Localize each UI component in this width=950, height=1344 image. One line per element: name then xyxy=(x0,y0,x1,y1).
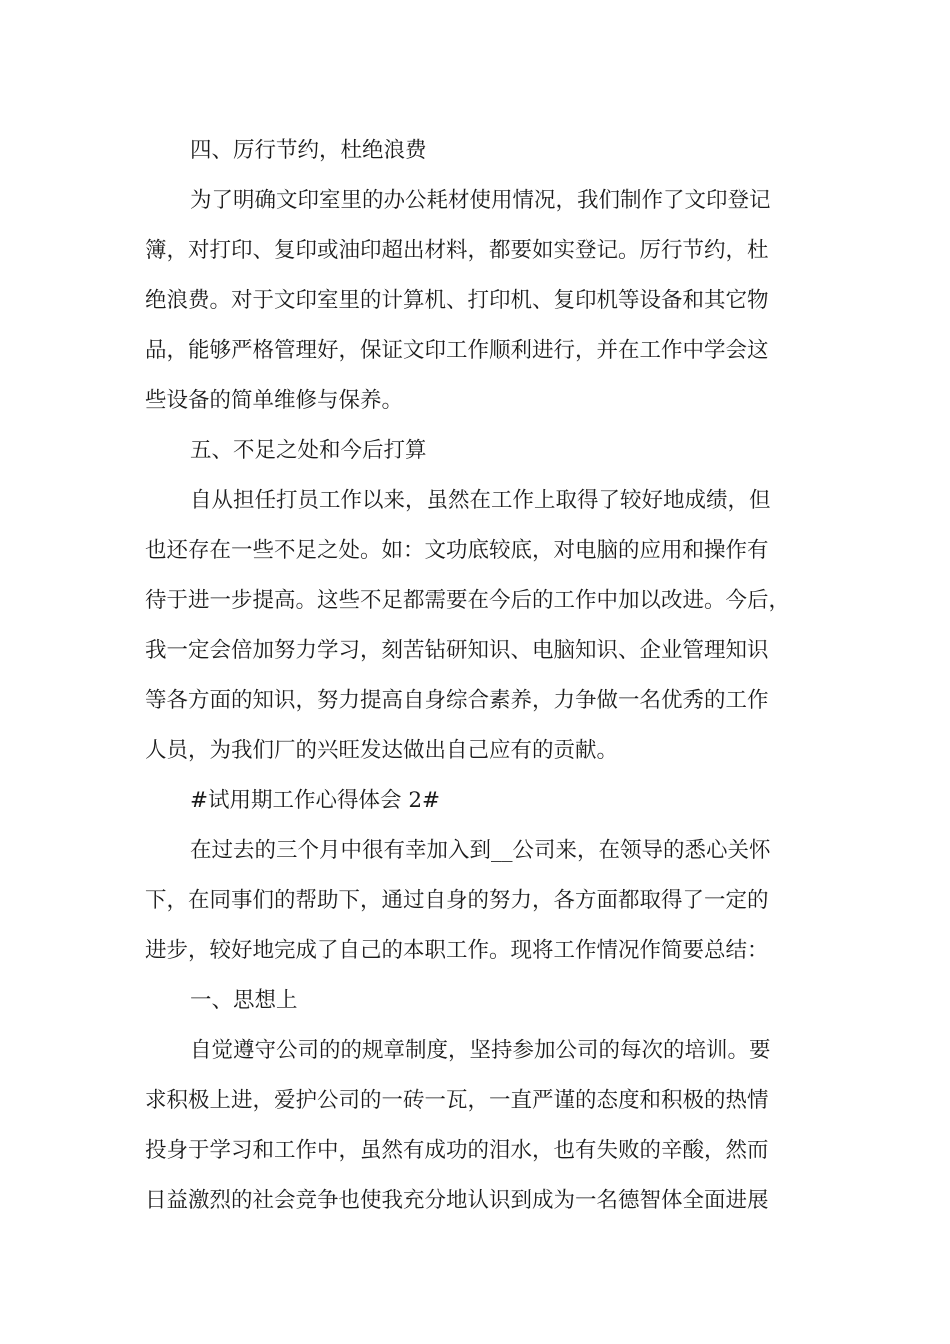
paragraph-line: 等各方面的知识，努力提高自身综合素养，力争做一名优秀的工作 xyxy=(145,688,769,713)
section-heading-4: 四、厉行节约，杜绝浪费 xyxy=(190,138,427,163)
paragraph-line: 自从担任打员工作以来，虽然在工作上取得了较好地成绩，但 xyxy=(190,488,771,513)
paragraph-line: 在过去的三个月中很有幸加入到__公司来，在领导的悉心关怀 xyxy=(190,838,771,863)
section-heading-1: 一、思想上 xyxy=(190,988,298,1013)
paragraph-line: 投身于学习和工作中，虽然有成功的泪水，也有失败的辛酸，然而 xyxy=(145,1138,769,1163)
paragraph-line: 品，能够严格管理好，保证文印工作顺利进行，并在工作中学会这 xyxy=(145,338,769,363)
paragraph-line: 自觉遵守公司的的规章制度，坚持参加公司的每次的培训。要 xyxy=(190,1038,771,1063)
paragraph-line: 绝浪费。对于文印室里的计算机、打印机、复印机等设备和其它物 xyxy=(145,288,769,313)
paragraph-line: 些设备的简单维修与保养。 xyxy=(145,388,404,413)
paragraph-line: 下，在同事们的帮助下，通过自身的努力，各方面都取得了一定的 xyxy=(145,888,769,913)
paragraph-line: 簿，对打印、复印或油印超出材料，都要如实登记。厉行节约，杜 xyxy=(145,238,769,263)
paragraph-line: 日益激烈的社会竞争也使我充分地认识到成为一名德智体全面进展 xyxy=(145,1188,769,1213)
paragraph-line: 进步，较好地完成了自己的本职工作。现将工作情况作简要总结： xyxy=(145,938,769,963)
section-heading-5: 五、不足之处和今后打算 xyxy=(190,438,427,463)
paragraph-line: 人员，为我们厂的兴旺发达做出自己应有的贡献。 xyxy=(145,738,619,763)
article-heading: #试用期工作心得体会 2# xyxy=(190,788,441,813)
paragraph-line: 为了明确文印室里的办公耗材使用情况，我们制作了文印登记 xyxy=(190,188,771,213)
paragraph-line: 我一定会倍加努力学习，刻苦钻研知识、电脑知识、企业管理知识 xyxy=(145,638,769,663)
paragraph-line: 待于进一步提高。这些不足都需要在今后的工作中加以改进。今后， xyxy=(145,588,791,613)
paragraph-line: 求积极上进，爱护公司的一砖一瓦，一直严谨的态度和积极的热情 xyxy=(145,1088,769,1113)
paragraph-line: 也还存在一些不足之处。如：文功底较底，对电脑的应用和操作有 xyxy=(145,538,769,563)
